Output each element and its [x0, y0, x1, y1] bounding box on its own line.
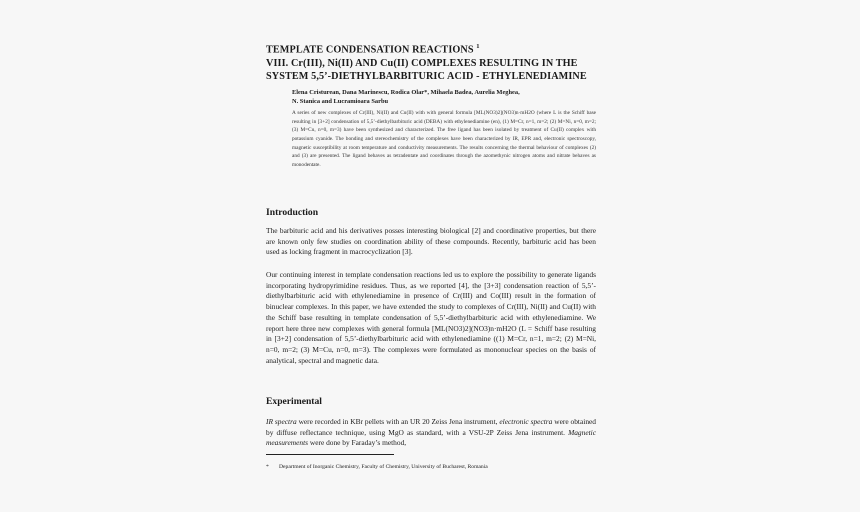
electronic-spectra-text: were obtained by diffuse reflectance technique, using MgO as standard, with a VSU-2P Zeiss Jena instrument.	[266, 417, 596, 437]
introduction-heading: Introduction	[266, 207, 319, 218]
title-footnote-ref: 1	[476, 43, 480, 50]
introduction-paragraph-1: The barbituric acid and his derivatives posses interesting biological [2] and coordinative properties, but there are known only few studies on coordination ability of these compounds. Recently, barbituric acid has been used as locking fragment in macrocyclization [3].	[266, 226, 596, 257]
experimental-paragraph-1	[266, 417, 596, 449]
magnetic-measurements-label: Magnetic measurements	[266, 427, 596, 448]
title-line-2: VIII. Cr(III), Ni(II) AND Cu(II) COMPLEXES RESULTING IN THE	[266, 57, 578, 69]
title-line-1: TEMPLATE CONDENSATION REACTIONS	[266, 44, 474, 56]
paper-title	[266, 40, 596, 84]
footnote-text: Department of Inorganic Chemistry, Faculty of Chemistry, University of Bucharest, Romania	[279, 464, 488, 470]
abstract: A series of new complexes of Cr(III), Ni(II) and Cu(II) with with general formula [ML(NO3)2](NO3)n·mH2O (where L is the Schiff base resulting in [3+2] condensation of 5,5’-diethylbarbituric acid (DEBA) with ethylenediamine (en), (1) M=Cr, n=1, m=2; (2) M=Ni, n=0, m=2; (3) M=Cu, n=0, m=3) have been synthesized and characterized. The free ligand has been isolated by treatment of Cu(II) complex with potassium cyanide. The bonding and stereochemistry of the complexes have been characterized by IR, EPR and, electronic spectroscopy, magnetic susceptibility at room temperature and conductivity measurements. The results concerning the thermal behaviour of complexes (2) and (3) are presented. The ligand behaves as tetradentate and coordinates through the azomethynic nitrogen atoms and nitrate behaves as monodentate.	[292, 109, 596, 169]
electronic-spectra-label: electronic spectra	[499, 417, 553, 426]
footnote-divider	[266, 454, 394, 455]
authors-line-2: N. Stanica and Lucramioara Sarbu	[292, 97, 389, 105]
authors-line-1: Elena Cristurean, Dana Marinescu, Rodica Olar*, Mihaela Badea, Aurelia Meghea,	[292, 88, 520, 96]
ir-spectra-label: IR spectra	[266, 417, 297, 426]
experimental-heading: Experimental	[266, 396, 322, 407]
footnote	[266, 463, 596, 471]
author-list	[292, 88, 596, 106]
paper-header	[266, 40, 596, 170]
footnote-mark: *	[266, 464, 269, 470]
ir-spectra-text: were recorded in KBr pellets with an UR 20 Zeiss Jena instrument,	[296, 417, 500, 426]
title-line-3: SYSTEM 5,5’-DIETHYLBARBITURIC ACID - ETHYLENEDIAMINE	[266, 71, 587, 83]
introduction-paragraph-2: Our continuing interest in template condensation reactions led us to explore the possibility to generate ligands incorporating hydropyrimidine residues. Thus, as we reported [4], the [3+3] condensation reaction of 5,5’-diethylbarbituric acid with ethylenediamine in presence of Cr(III) and Co(III) result in the formation of binuclear complexes. In this paper, we have extended the study to complexes of Cr(III), Ni(II) and Cu(II) with the Schiff base resulting in template condensation of 5,5’-diethylbarbituric acid with ethylenediamine. We report here three new complexes with general formula [ML(NO3)2](NO3)n·mH2O (L = Schiff base resulting in [3+2] condensation of 5,5’-diethylbarbituric acid with ethylenediamine ((1) M=Cr, n=1, m=2; (2) M=Ni, n=0, m=2; (3) M=Cu, n=0, m=3). The complexes were formulated as mononuclear species on the basis of analytical, spectral and magnetic data.	[266, 270, 596, 365]
magnetic-measurements-text: were done by Faraday’s method,	[308, 438, 407, 448]
